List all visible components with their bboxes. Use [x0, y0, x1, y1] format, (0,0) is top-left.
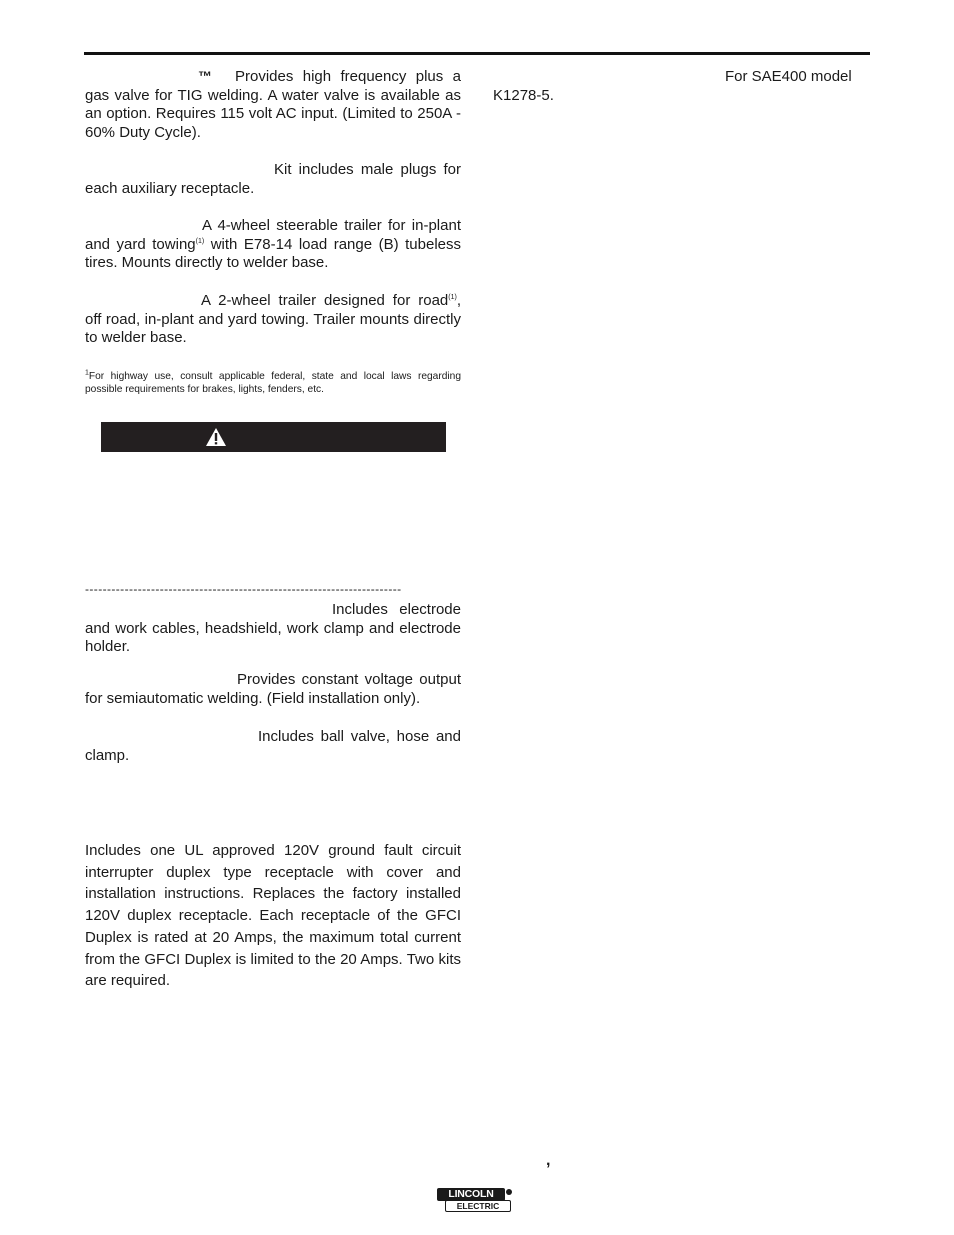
accessory-kit-option	[85, 601, 461, 657]
registered-mark-icon	[506, 1189, 512, 1195]
accessory-kit-text: Includes electrode and work cables, headshield, work clamp and electrode holder.	[85, 601, 461, 656]
right-column-note	[493, 68, 869, 105]
warning-triangle-icon	[205, 427, 227, 447]
tig-module-option	[85, 68, 461, 142]
drain-kit-text: Includes ball valve, hose and clamp.	[85, 728, 461, 764]
section-divider: ------------------------------------------------------------------------	[85, 582, 402, 596]
four-wheel-trailer-text	[85, 217, 461, 273]
footnote	[85, 370, 461, 396]
gfci-kit-option	[85, 840, 461, 992]
warning-banner	[101, 422, 446, 452]
header-rule	[84, 52, 870, 55]
logo-top: LINCOLN	[437, 1188, 505, 1201]
logo-bottom: ELECTRIC	[445, 1200, 511, 1212]
four-wheel-trailer-text-b: with E78-14 load range (B) tubeless tires. Mounts directly to welder base.	[85, 235, 461, 272]
two-wheel-trailer-text	[85, 292, 461, 348]
two-wheel-trailer-option	[85, 292, 461, 348]
plug-kit-option	[85, 161, 461, 198]
footnote-ref: (1)	[195, 237, 205, 245]
sae400-note: For SAE400 model K1278-5.	[493, 68, 852, 104]
cv-adapter-option	[85, 671, 461, 708]
two-wheel-trailer-text-b: , off road, in-plant and yard towing. Trailer mounts directly to welder base.	[85, 292, 461, 347]
gfci-kit-text: Includes one UL approved 120V ground fault circuit interrupter duplex type receptacle with cover and installation instructions. Replaces the factory installed 120V duplex receptacle. Each receptacle of the GFCI Duplex is rated at 20 Amps, the maximum total current from the GFCI Duplex is limited to the 20 Amps. Two kits are required.	[85, 842, 461, 990]
cv-adapter-text: Provides constant voltage output for semiautomatic welding. (Field installation only).	[85, 671, 461, 707]
drain-kit-option	[85, 728, 461, 765]
footnote-number: 1	[85, 369, 89, 377]
two-wheel-trailer-text-a: A 2-wheel trailer designed for road	[201, 292, 449, 309]
footer-comma: ,	[546, 1152, 551, 1169]
four-wheel-trailer-option	[85, 217, 461, 273]
footnote-ref: (1)	[448, 294, 457, 301]
footnote-text: For highway use, consult applicable federal, state and local laws regarding possible requirements for brakes, lights, fenders, etc.	[85, 371, 461, 395]
tig-module-text: Provides high frequency plus a gas valve for TIG welding. A water valve is available as an option. Requires 115 volt AC input. (Limited to 250A - 60% Duty Cycle).	[85, 68, 461, 141]
four-wheel-trailer-text-a: A 4-wheel steerable trailer for in-plant and yard towing	[85, 217, 461, 253]
lincoln-electric-logo	[437, 1188, 513, 1213]
plug-kit-text: Kit includes male plugs for each auxiliary receptacle.	[85, 161, 461, 197]
trademark-symbol: ™	[198, 68, 212, 84]
